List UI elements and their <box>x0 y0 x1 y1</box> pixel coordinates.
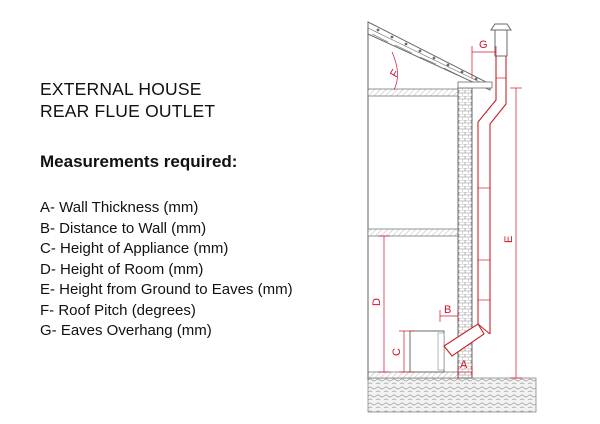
floor-slab <box>368 372 466 378</box>
flue-terminal <box>491 24 511 56</box>
boiler-panel <box>438 333 444 370</box>
title-line-2: REAR FLUE OUTLET <box>40 101 216 121</box>
measurement-item-f: F- Roof Pitch (degrees) <box>40 301 196 319</box>
title-line-1: EXTERNAL HOUSE <box>40 79 202 99</box>
measurement-item-a: A- Wall Thickness (mm) <box>40 199 199 216</box>
label-a: A <box>460 359 468 371</box>
label-b: B <box>444 304 452 316</box>
measurement-item-b: B- Distance to Wall (mm) <box>40 219 207 237</box>
label-g: G <box>479 39 488 51</box>
label-f: F <box>388 67 402 80</box>
measurement-item-c: C- Height of Appliance (mm) <box>40 240 229 257</box>
upper-floor-slab <box>368 89 466 96</box>
label-d: D <box>371 298 383 306</box>
ground-hatch <box>368 378 536 412</box>
measurements-heading: Measurements required: <box>40 152 238 171</box>
label-e: E <box>503 235 515 243</box>
middle-floor-slab <box>368 229 466 236</box>
measurement-item-e: E- Height from Ground to Eaves (mm) <box>40 281 293 298</box>
label-c: C <box>391 348 403 356</box>
measurement-item-g: G- Eaves Overhang (mm) <box>40 322 212 339</box>
soffit <box>458 82 492 88</box>
measurement-item-d: D- Height of Room (mm) <box>40 260 204 278</box>
flue-pipe <box>444 54 506 356</box>
